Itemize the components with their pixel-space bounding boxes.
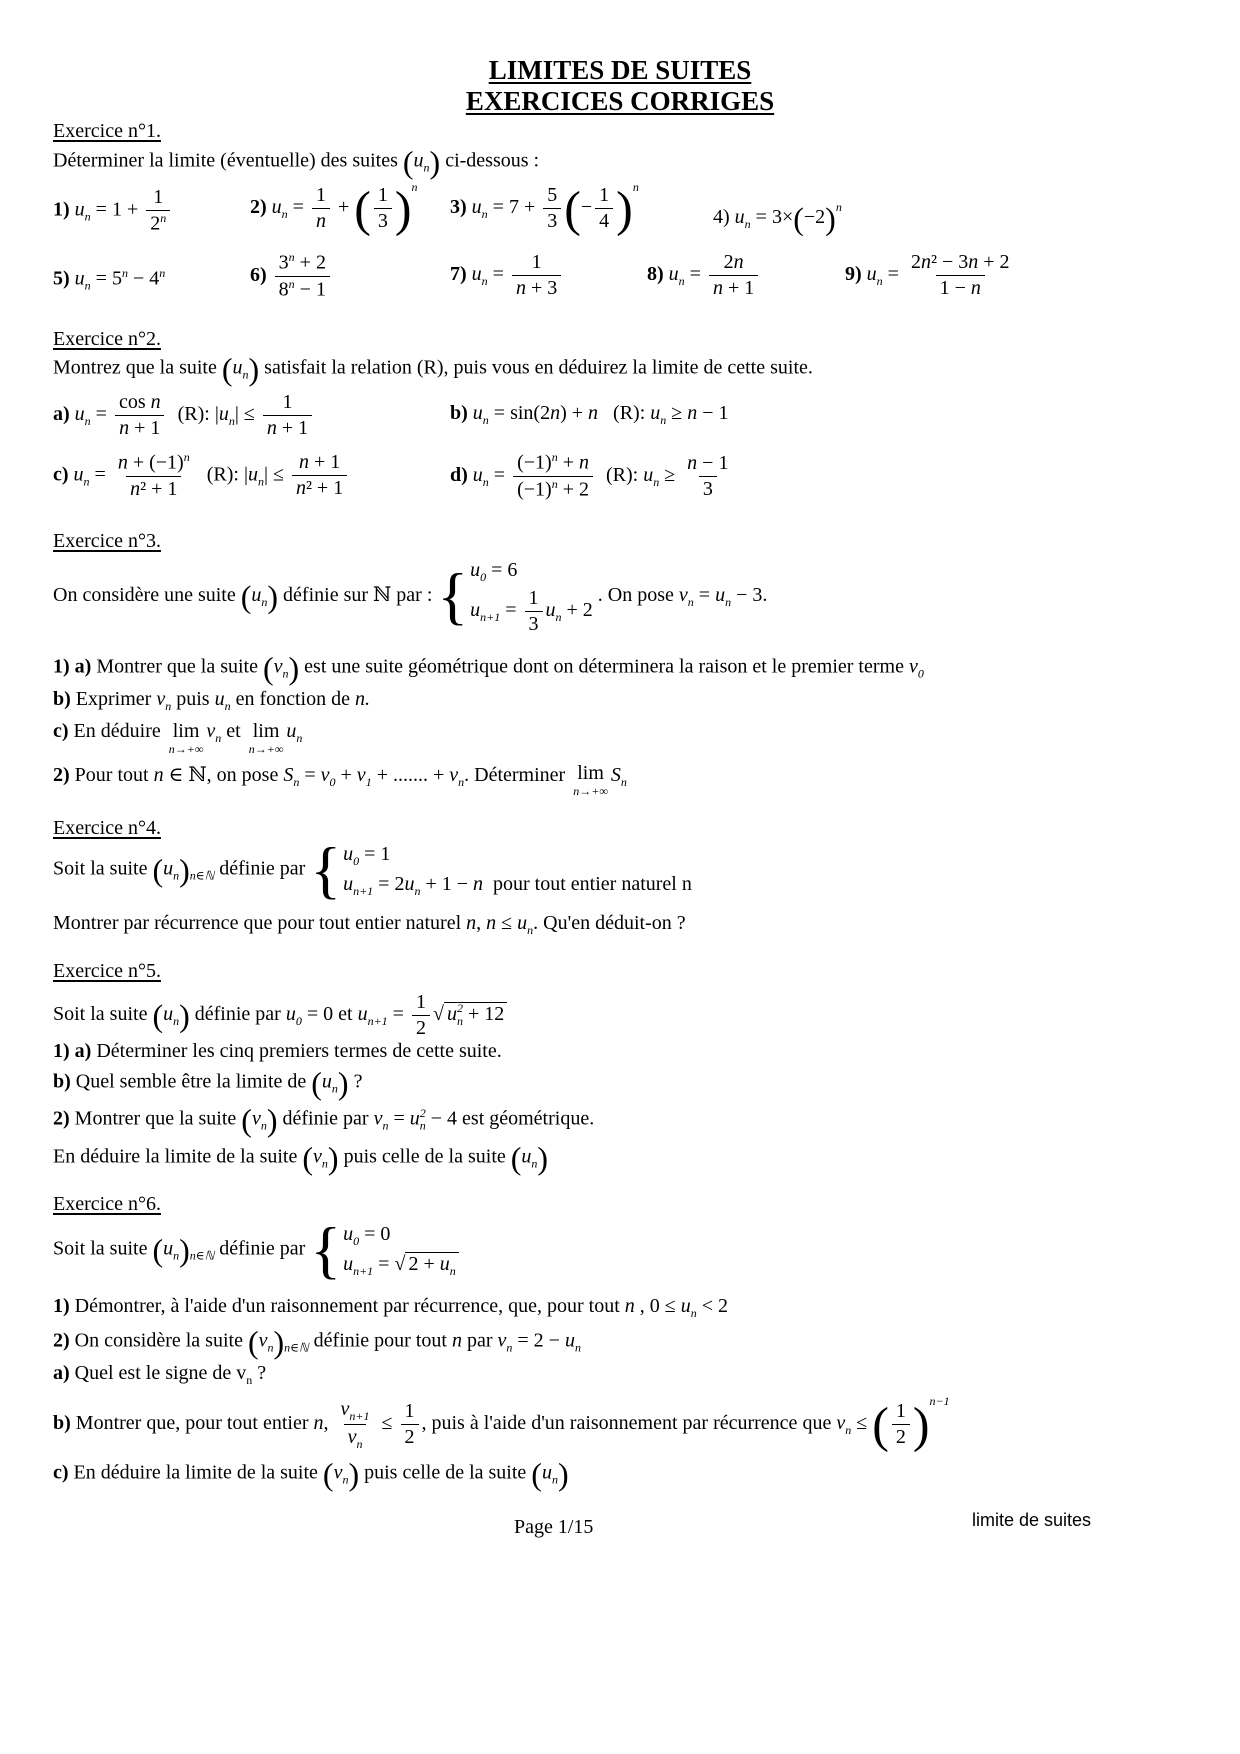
question-text: Quel semble être la limite de xyxy=(75,1070,307,1093)
intro-text: Déterminer la limite (éventuelle) des suites xyxy=(53,149,398,172)
exercise-2-intro: Montrez que la suite $(u_n)$ satisfait la relation (R), puis vous en déduirez la limite de cette suite. xyxy=(53,351,813,387)
intro-text-end: satisfait la relation (R), puis vous en déduirez la limite de cette suite. xyxy=(264,356,813,379)
intro-text: Soit la suite xyxy=(53,1237,148,1260)
lim-word: lim xyxy=(172,720,200,742)
item-label: 4) xyxy=(713,206,730,228)
question-text-mid: puis xyxy=(176,688,210,710)
question-text: Démontrer, à l'aide d'un raisonnement par récurrence, que, pour tout xyxy=(74,1295,620,1317)
ex3-q2: 2) Pour tout n ∈ ℕ, on pose $S_n = v_0 + v_1$ + ....... + $v_n$. Déterminer lim n→+∞ $S_n$ xyxy=(53,762,627,798)
item-label: 2) xyxy=(250,196,267,218)
question-text-mid: puis celle de la suite xyxy=(343,1145,506,1168)
question-text-end: n. xyxy=(354,688,370,710)
exercise-2-heading: Exercice n°2. xyxy=(53,328,161,350)
question-text-end: ? xyxy=(257,1362,267,1384)
ex1-item-5: 5) $u_n = 5^n - 4^n$ xyxy=(53,266,166,293)
intro-text-mid: définie sur ℕ par : xyxy=(283,583,433,606)
ex2-item-a: a) $u_n$ = $\frac{\text{cos n}}{n + 1}$ (R): $|u_n|$ ≤ $\frac{1}{n + 1}$ xyxy=(53,390,315,441)
question-text-mid: , puis à l'aide d'un raisonnement par récurrence que xyxy=(421,1412,832,1434)
system-note: pour tout entier naturel n xyxy=(493,873,692,895)
exercise-5-intro: Soit la suite $(u_n)$ définie par $u_0 = 0$ et $u_{n+1}$ = $\frac{1}{2}$ √ $u_n^2 + 12$ xyxy=(53,990,507,1041)
ex6-q2b: b) Montrer que, pour tout entier n, $\frac{v_{n+1}}{v_n}$ ≤ $\frac{1}{2}$ , puis à l'aide d'un raisonnement par récurrence que $v_n$ ≤ ( $\frac{1}{2}$ )$^{n-1}$ xyxy=(53,1394,950,1453)
ex5-q2-line2: En déduire la limite de la suite $(v_n)$ puis celle de la suite $(u_n)$ xyxy=(53,1140,549,1176)
exercise-5-heading: Exercice n°5. xyxy=(53,960,161,982)
relation-label: (R): xyxy=(177,403,210,426)
ex2-item-b: b) $u_n = \sin(2n) + n$ (R): $u_n \ge n - 1$ xyxy=(450,402,729,427)
item-label: c) xyxy=(53,463,69,486)
ex1-item-3: 3) $u_n = 7$ + $\frac{5}{3}$ (− $\frac{1}{4}$ )$^n$ xyxy=(450,180,639,237)
question-label: b) xyxy=(53,1412,71,1434)
item-label: 1) xyxy=(53,198,70,221)
item-label: d) xyxy=(450,463,468,486)
ex4-question: Montrer par récurrence que pour tout entier naturel n, $n \le u_n$. Qu'en déduit-on ? xyxy=(53,912,686,937)
intro-text: On considère une suite xyxy=(53,583,236,606)
question-text-mid: et xyxy=(226,720,241,742)
question-text-mid: puis celle de la suite xyxy=(364,1461,527,1484)
question-label: 2) xyxy=(53,764,70,786)
ex1-item-4: 4) $u_n = 3\times(-2)^n$ xyxy=(713,200,842,237)
question-text: Quel est le signe de v xyxy=(74,1362,247,1384)
question-text: Montrer que, pour tout entier xyxy=(75,1412,309,1434)
ex1-item-8: 8) $u_n$ = $\frac{2n}{n + 1}$ xyxy=(647,250,761,301)
item-label: b) xyxy=(450,402,468,424)
question-label: 2) xyxy=(53,1329,70,1352)
lim-word: lim xyxy=(577,762,604,784)
lim-under: n→+∞ xyxy=(573,784,608,798)
question-label: 2) xyxy=(53,1107,70,1130)
exercise-3-heading: Exercice n°3. xyxy=(53,530,161,552)
ex3-q1a: 1) a) Montrer que la suite $(v_n)$ est une suite géométrique dont on déterminera la raison et le premier terme $v_0$ xyxy=(53,650,924,686)
intro-text-mid: définie par xyxy=(219,857,306,880)
ex2-item-d: d) $u_n$ = $\frac{(-1)^n + n}{(-1)^n + 2}$ (R): $u_n$ ≥ $\frac{n - 1}{3}$ xyxy=(450,450,729,501)
question-text: En déduire la limite de la suite xyxy=(53,1145,298,1168)
exercise-1-heading: Exercice n°1. xyxy=(53,120,161,142)
question-label: c) xyxy=(53,1461,69,1484)
intro-text-et: et xyxy=(338,1003,353,1026)
question-label: a) xyxy=(53,1362,70,1384)
intro-text: Soit la suite xyxy=(53,857,148,880)
page-number: Page 1/15 xyxy=(514,1516,594,1538)
question-text-after: , xyxy=(639,1295,645,1317)
exercise-4-intro: Soit la suite $(u_n)_{n\in ℕ}$ définie par { $u_0 = 1$ $u_{n+1} = 2u_n + 1 - n$ pour tout entier naturel n xyxy=(53,834,692,905)
lim-word: lim xyxy=(252,720,280,742)
intro-text-after: . On pose xyxy=(597,583,674,606)
lim-under: n→+∞ xyxy=(168,742,204,756)
intro-text-end: ci-dessous : xyxy=(445,149,540,172)
intro-text: Montrez que la suite xyxy=(53,356,217,379)
question-text-after: . Déterminer xyxy=(464,764,566,786)
relation-label: (R): xyxy=(613,402,646,424)
item-label: 9) xyxy=(845,263,862,286)
ex3-q1b: b) Exprimer $v_n$ puis $u_n$ en fonction de n. xyxy=(53,688,370,713)
ex3-q1c: c) En déduire lim n→+∞ $v_n$ et lim n→+∞ $u_n$ xyxy=(53,720,303,756)
recurrence-system: $u_0 = 0$ $u_{n+1}$ = √ $2 + u_n$ xyxy=(343,1220,459,1280)
item-label: 6) xyxy=(250,263,267,286)
question-label: a) xyxy=(74,655,92,678)
question-text: En déduire xyxy=(73,720,161,742)
ex6-q2a: a) Quel est le signe de $v_n$ ? xyxy=(53,1362,267,1387)
ex6-q1: 1) Démontrer, à l'aide d'un raisonnement par récurrence, que, pour tout n , $0 \le u_n < 2$ xyxy=(53,1295,729,1320)
question-label: c) xyxy=(53,720,69,742)
item-label: 5) xyxy=(53,267,70,290)
intro-text-mid: définie par xyxy=(194,1003,281,1026)
exercise-3-intro: On considère une suite $(u_n)$ définie sur ℕ par : { $u_0 = 6$ $u_{n+1}$ = $\frac{1}{3}$ $u_n + 2$ . On pose $v_n = u_n - 3$. xyxy=(53,556,767,637)
question-text: Exprimer xyxy=(75,688,152,710)
ex1-item-2: 2) $u_n$ = $\frac{1}{n}$ + ( $\frac{1}{3}$ )$^n$ xyxy=(250,180,418,237)
recurrence-system: $u_0 = 6$ $u_{n+1}$ = $\frac{1}{3}$ $u_n + 2$ xyxy=(470,559,593,635)
question-text-mid: définie par xyxy=(282,1107,369,1130)
relation-label: (R): xyxy=(206,463,239,486)
item-label: a) xyxy=(53,403,70,426)
question-number: 1) xyxy=(53,655,70,678)
exercise-6-intro: Soit la suite $(u_n)_{n\in ℕ}$ définie par { $u_0 = 0$ $u_{n+1}$ = √ $2 + u_n$ xyxy=(53,1218,459,1282)
item-label: 3) xyxy=(450,196,467,218)
question-label: 1) xyxy=(53,1295,70,1317)
question-label: a) xyxy=(74,1040,92,1062)
question-text: Déterminer les cinq premiers termes de cette suite. xyxy=(96,1040,502,1062)
ex5-q1b: b) Quel semble être la limite de $(u_n)$ ? xyxy=(53,1065,363,1101)
exercise-4-heading: Exercice n°4. xyxy=(53,817,161,839)
question-text: Montrer que la suite xyxy=(74,1107,237,1130)
ex2-item-c: c) $u_n$ = $\frac{n + (-1)^n}{\text{n² + 1}}$ (R): $|u_n|$ ≤ $\frac{n + 1}{\text{n² + 1}}$ xyxy=(53,450,350,502)
ex1-item-6: 6) $\frac{3^n + 2}{8^n - 1}$ xyxy=(250,250,333,302)
question-text: Montrer par récurrence que pour tout entier naturel xyxy=(53,912,462,934)
ex1-item-1: 1) $u_n = 1$ + $\frac{1}{2^n}$ xyxy=(53,185,173,237)
question-text: Pour tout xyxy=(74,764,149,786)
recurrence-system: $u_0 = 1$ $u_{n+1} = 2u_n + 1 - n$ pour tout entier naturel n xyxy=(343,843,692,898)
ex6-q2c: c) En déduire la limite de la suite $(v_n)$ puis celle de la suite $(u_n)$ xyxy=(53,1456,569,1492)
question-text-after: en fonction de xyxy=(235,688,350,710)
document-tag: limite de suites xyxy=(972,1510,1092,1530)
item-label: 7) xyxy=(450,263,467,286)
question-label: b) xyxy=(53,688,71,710)
question-label: b) xyxy=(53,1070,71,1093)
question-text-after: est géométrique. xyxy=(462,1107,595,1130)
ex5-q2: 2) Montrer que la suite $(v_n)$ définie par $v_n = u_n^2 - 4$ est géométrique. xyxy=(53,1102,595,1138)
intro-text: Soit la suite xyxy=(53,1003,148,1026)
item-label: 8) xyxy=(647,263,664,286)
question-text-end: . Qu'en déduit-on ? xyxy=(533,912,686,934)
question-number: 1) xyxy=(53,1040,70,1062)
ex1-item-7: 7) $u_n$ = $\frac{1}{n + 3}$ xyxy=(450,250,564,301)
question-text-end: est une suite géométrique dont on déterminera la raison et le premier terme xyxy=(304,655,904,678)
question-text: On considère la suite xyxy=(74,1329,243,1352)
intro-text-mid: définie par xyxy=(219,1237,306,1260)
question-text: Montrer que la suite xyxy=(96,655,258,678)
question-text-par: par xyxy=(466,1329,493,1352)
question-text-end: ? xyxy=(353,1070,363,1093)
lim-under: n→+∞ xyxy=(248,742,284,756)
question-text-mid: , on pose xyxy=(206,764,279,786)
ex1-item-9: 9) $u_n$ = $\frac{\text{2n² − 3n + 2}}{1 - n}$ xyxy=(845,251,1010,299)
relation-label: (R): xyxy=(605,463,639,486)
page-title-line1: LIMITES DE SUITES xyxy=(488,55,752,85)
question-text-mid: définie pour tout xyxy=(313,1329,447,1352)
exercise-1-intro: Déterminer la limite (éventuelle) des suites $(u_n)$ ci-dessous : xyxy=(53,144,540,180)
ex6-q2: 2) On considère la suite $(v_n)_{n\in ℕ}$ définie pour tout n par $v_n = 2 - u_n$ xyxy=(53,1324,581,1360)
exercise-6-heading: Exercice n°6. xyxy=(53,1193,161,1215)
ex5-q1a xyxy=(53,1040,502,1063)
question-text: En déduire la limite de la suite xyxy=(73,1461,318,1484)
page-title-line2: EXERCICES CORRIGES xyxy=(465,86,775,116)
